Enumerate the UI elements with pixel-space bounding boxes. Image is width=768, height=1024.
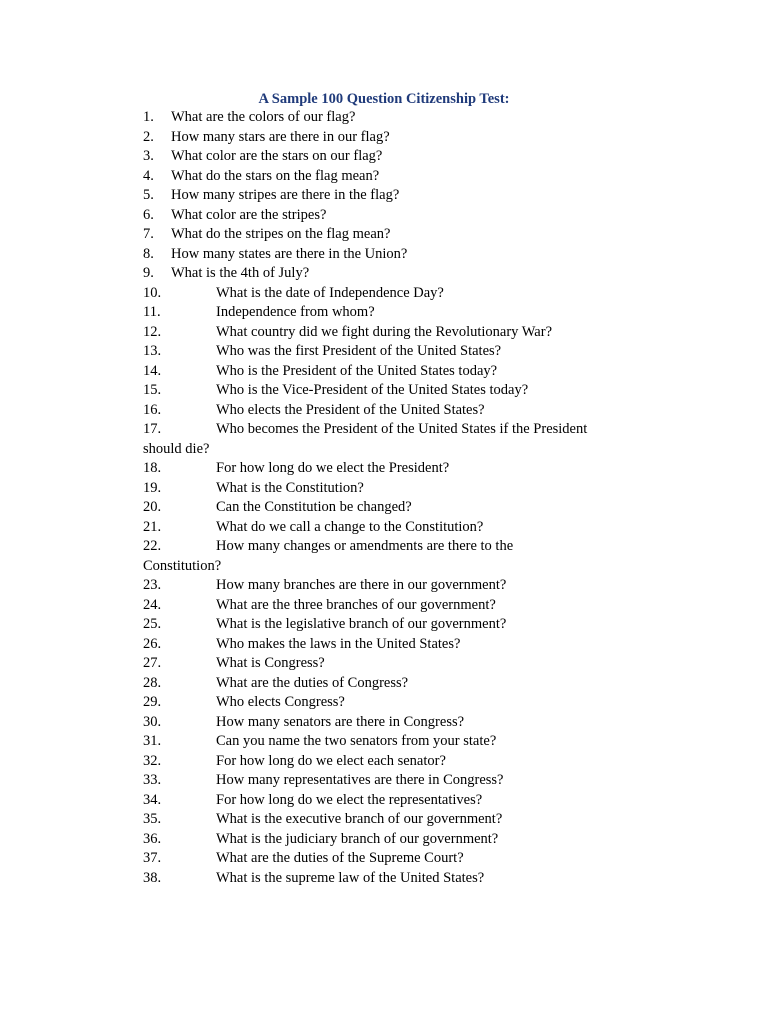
question-item <box>143 108 663 128</box>
question-number: 11. <box>143 304 161 320</box>
question-text: What do the stars on the flag mean? <box>171 167 380 184</box>
question-number: 16. <box>143 401 162 418</box>
question-number: 22. <box>143 538 162 554</box>
question-item <box>143 654 663 674</box>
question-text: What country did we fight during the Revolutionary War? <box>216 323 553 340</box>
question-text-continuation: Constitution? <box>143 557 222 574</box>
question-text: For how long do we elect the representatives? <box>216 791 483 808</box>
question-item <box>143 693 663 713</box>
question-number: 28. <box>143 674 162 691</box>
question-item <box>143 479 663 499</box>
question-text: How many stars are there in our flag? <box>171 128 390 145</box>
question-number: 7. <box>143 226 154 242</box>
question-number: 26. <box>143 635 162 652</box>
question-item <box>143 713 663 733</box>
question-number: 19. <box>143 479 162 496</box>
question-text: What is the supreme law of the United States? <box>216 869 485 886</box>
question-text: Who makes the laws in the United States? <box>216 635 461 652</box>
question-text: What are the colors of our flag? <box>171 109 356 125</box>
question-number: 2. <box>143 128 154 145</box>
question-item <box>143 342 663 362</box>
question-text: Can the Constitution be changed? <box>216 499 412 515</box>
question-text: Who was the first President of the United States? <box>216 343 502 359</box>
question-item <box>143 830 663 850</box>
question-item <box>143 576 663 596</box>
question-text: What do we call a change to the Constitution? <box>216 518 484 535</box>
question-number: 3. <box>143 148 154 164</box>
question-number: 23. <box>143 577 162 593</box>
question-item <box>143 791 663 811</box>
page-title: A Sample 100 Question Citizenship Test: <box>258 91 510 107</box>
question-text: What is the 4th of July? <box>171 265 310 281</box>
question-text: What is the judiciary branch of our government? <box>216 830 499 847</box>
question-item <box>143 362 663 382</box>
question-item <box>143 167 663 187</box>
question-text: What is the Constitution? <box>216 479 364 496</box>
question-number: 35. <box>143 811 162 827</box>
question-number: 8. <box>143 245 154 262</box>
question-number: 27. <box>143 655 162 671</box>
question-item <box>143 771 663 791</box>
question-number: 21. <box>143 518 162 535</box>
question-item <box>143 596 663 616</box>
question-item <box>143 518 663 538</box>
question-number: 34. <box>143 791 162 808</box>
question-text: Who becomes the President of the United States if the President <box>216 421 588 437</box>
question-item <box>143 264 663 284</box>
question-number: 18. <box>143 460 162 476</box>
question-text: For how long do we elect the President? <box>216 460 450 476</box>
question-text: How many stripes are there in the flag? <box>171 187 400 203</box>
question-text: What color are the stripes? <box>171 206 327 223</box>
question-text: What is Congress? <box>216 655 325 671</box>
question-item <box>143 459 663 479</box>
question-text: What are the duties of Congress? <box>216 674 409 691</box>
question-number: 15. <box>143 382 162 398</box>
question-item <box>143 284 663 304</box>
question-number: 12. <box>143 323 162 340</box>
question-text: Who is the Vice-President of the United States today? <box>216 382 529 398</box>
question-number: 17. <box>143 421 162 437</box>
question-item <box>143 381 663 401</box>
question-item <box>143 537 663 576</box>
question-number: 20. <box>143 499 162 515</box>
question-item <box>143 401 663 421</box>
question-text: Can you name the two senators from your state? <box>216 733 497 749</box>
question-item <box>143 498 663 518</box>
question-item <box>143 128 663 148</box>
question-item <box>143 323 663 343</box>
question-text: How many branches are there in our government? <box>216 577 507 593</box>
question-text-continuation: should die? <box>143 440 210 457</box>
question-item <box>143 420 663 459</box>
question-number: 38. <box>143 869 162 886</box>
question-number: 5. <box>143 187 154 203</box>
question-text: How many states are there in the Union? <box>171 245 408 262</box>
question-text: What is the legislative branch of our government? <box>216 616 507 632</box>
question-number: 25. <box>143 616 162 632</box>
question-number: 24. <box>143 596 162 613</box>
question-text: How many representatives are there in Congress? <box>216 772 504 788</box>
question-text: Independence from whom? <box>216 304 375 320</box>
question-item <box>143 732 663 752</box>
question-number: 29. <box>143 694 162 710</box>
question-number: 9. <box>143 265 154 281</box>
question-number: 32. <box>143 752 162 769</box>
question-item <box>143 225 663 245</box>
question-text: Who is the President of the United States today? <box>216 362 498 379</box>
question-text: What is the date of Independence Day? <box>216 284 444 301</box>
question-item <box>143 615 663 635</box>
question-text: What are the duties of the Supreme Court? <box>216 850 464 866</box>
question-number: 30. <box>143 713 162 730</box>
question-number: 14. <box>143 362 162 379</box>
question-text: What color are the stars on our flag? <box>171 148 383 164</box>
question-text: What do the stripes on the flag mean? <box>171 226 391 242</box>
question-item <box>143 147 663 167</box>
question-text: For how long do we elect each senator? <box>216 752 446 769</box>
question-text: Who elects the President of the United States? <box>216 401 485 418</box>
question-text: How many senators are there in Congress? <box>216 713 465 730</box>
question-item <box>143 186 663 206</box>
question-number: 37. <box>143 850 162 866</box>
question-item <box>143 303 663 323</box>
question-number: 1. <box>143 109 154 125</box>
question-number: 4. <box>143 167 154 184</box>
question-number: 31. <box>143 733 162 749</box>
question-item <box>143 752 663 772</box>
question-number: 36. <box>143 830 162 847</box>
question-item <box>143 810 663 830</box>
question-number: 10. <box>143 284 162 301</box>
question-text: How many changes or amendments are there to the <box>216 538 514 554</box>
question-text: What are the three branches of our government? <box>216 596 496 613</box>
question-number: 33. <box>143 772 162 788</box>
question-number: 6. <box>143 206 154 223</box>
question-item <box>143 674 663 694</box>
question-item <box>143 869 663 889</box>
question-item <box>143 635 663 655</box>
question-number: 13. <box>143 343 162 359</box>
question-item <box>143 206 663 226</box>
question-item <box>143 849 663 869</box>
question-text: What is the executive branch of our government? <box>216 811 503 827</box>
question-list <box>143 108 663 888</box>
question-item <box>143 245 663 265</box>
question-text: Who elects Congress? <box>216 694 345 710</box>
